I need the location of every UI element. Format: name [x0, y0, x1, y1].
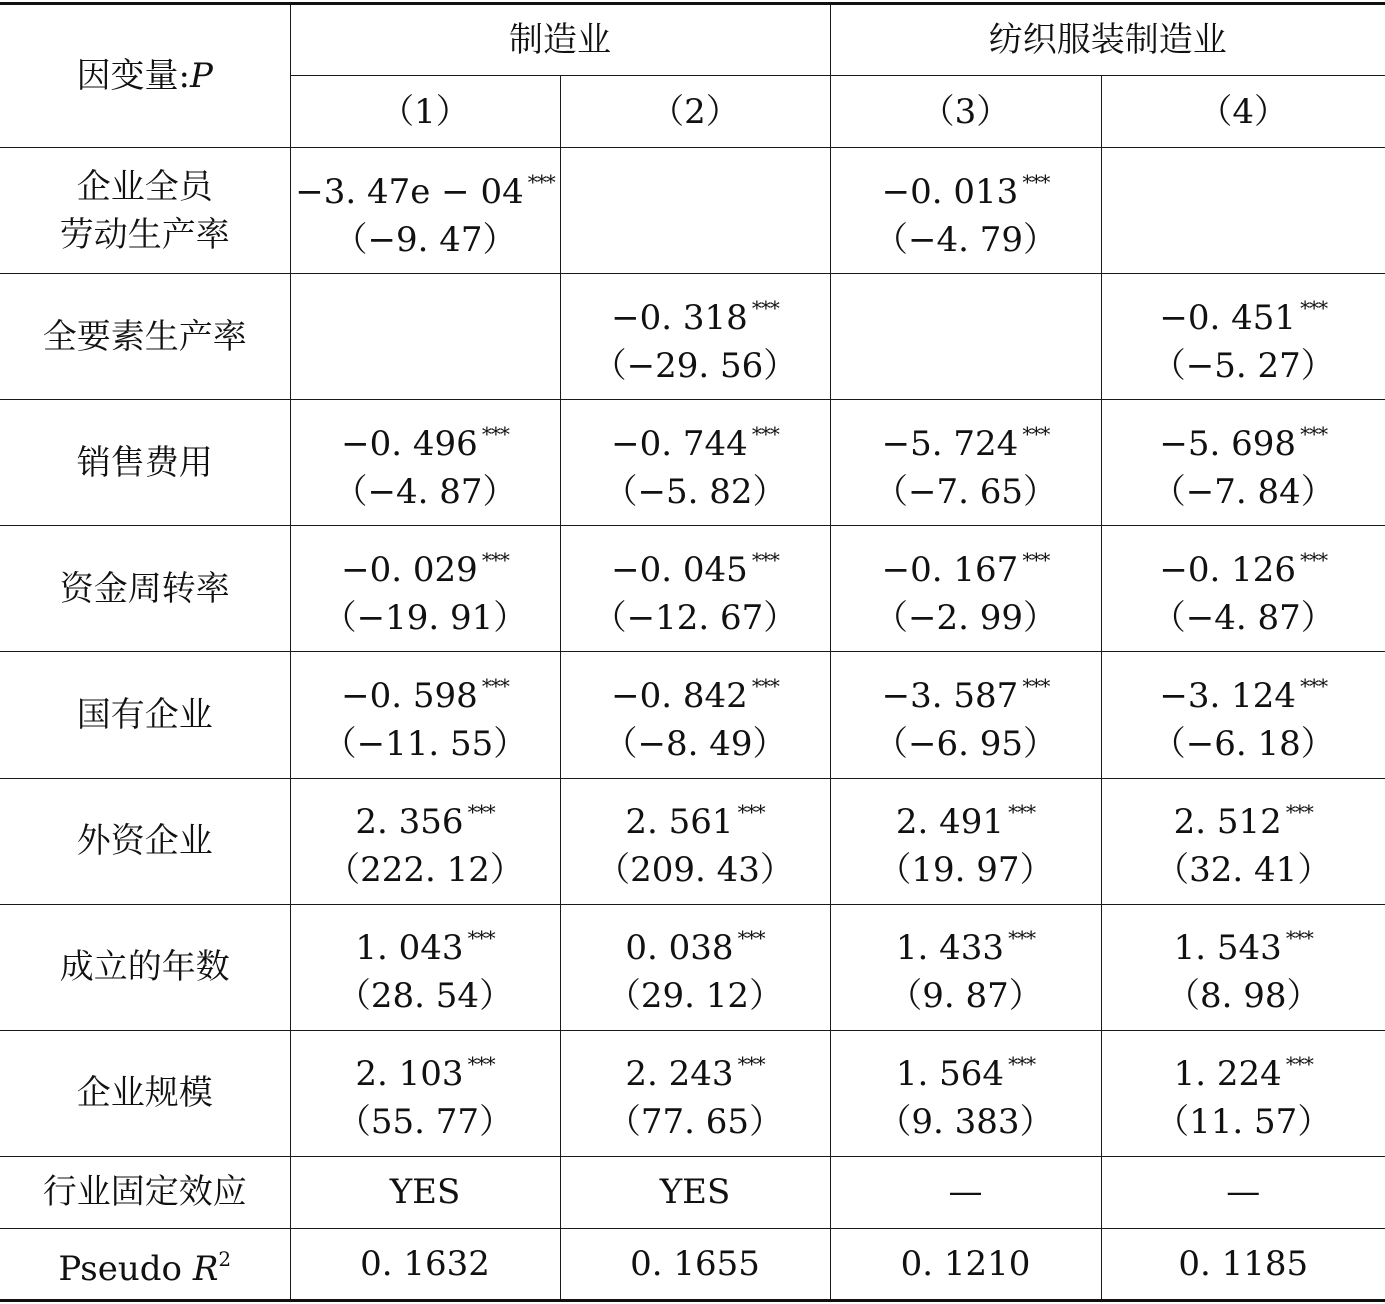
coefficient-cell [290, 652, 560, 778]
significance-stars: *** [1285, 800, 1313, 825]
coefficient-cell [830, 400, 1101, 526]
pseudo-r2-label-symbol: R [192, 1248, 219, 1289]
coefficient-cell [560, 652, 830, 778]
row-label-line: 企业全员 [76, 166, 213, 207]
t-statistic: （29. 12） [606, 976, 784, 1017]
column-header-4: （4） [1101, 76, 1385, 148]
coefficient-line [1102, 914, 1385, 972]
coefficient-cell [560, 1030, 830, 1156]
coefficient-cell [830, 526, 1101, 652]
significance-stars: *** [751, 295, 779, 320]
coefficient-cell [560, 904, 830, 1030]
coefficient-cell [830, 274, 1101, 400]
coefficient-value: −0. 598 [341, 675, 478, 716]
coefficient-cell [830, 148, 1101, 274]
coefficient-value: −5. 698 [1159, 423, 1297, 464]
coefficient-cell [290, 274, 560, 400]
t-statistic: （19. 97） [877, 850, 1054, 891]
table-row [0, 904, 1385, 1030]
t-statistic: （−29. 56） [592, 345, 798, 386]
header-row-groups [0, 4, 1385, 76]
table-row [0, 274, 1385, 400]
coefficient-cell [830, 778, 1101, 904]
significance-stars: *** [1300, 547, 1328, 572]
table-row [0, 778, 1385, 904]
t-statistic: （8. 98） [1165, 976, 1321, 1017]
group-header-manufacturing: 制造业 [290, 4, 830, 76]
t-statistic: （55. 77） [336, 1102, 514, 1143]
coefficient-cell [1101, 778, 1385, 904]
coefficient-cell [560, 526, 830, 652]
row-label [0, 526, 290, 652]
coefficient-line [1102, 284, 1385, 342]
coefficient-line [561, 410, 830, 468]
coefficient-cell [290, 400, 560, 526]
table-row [0, 1030, 1385, 1156]
group-header-textile: 纺织服装制造业 [830, 4, 1385, 76]
coefficient-value: 2. 243 [625, 1054, 734, 1095]
coefficient-value: −0. 045 [611, 549, 748, 590]
significance-stars: *** [527, 169, 555, 194]
row-label-line: 成立的年数 [59, 947, 230, 988]
significance-stars: *** [1285, 1052, 1313, 1077]
t-statistic: （9. 87） [888, 976, 1043, 1017]
significance-stars: *** [1008, 1052, 1036, 1077]
coefficient-value: −0. 318 [611, 297, 748, 338]
coefficient-value: −0. 842 [611, 675, 748, 716]
t-statistic: （−5. 27） [1151, 345, 1335, 386]
table-header [0, 4, 1385, 148]
coefficient-cell [560, 400, 830, 526]
pseudo-r2-value: 0. 1185 [1101, 1228, 1385, 1300]
row-label-line: 销售费用 [76, 442, 213, 483]
coefficient-cell [290, 904, 560, 1030]
t-statistic: （−4. 79） [874, 219, 1057, 260]
coefficient-value: −0. 029 [341, 549, 478, 590]
coefficient-line [831, 788, 1101, 846]
significance-stars: *** [467, 1052, 495, 1077]
t-statistic: （77. 65） [606, 1102, 784, 1143]
coefficient-line [561, 662, 830, 720]
coefficient-line [291, 1040, 560, 1098]
pseudo-r2-label-exponent: 2 [218, 1246, 232, 1271]
t-statistic: （9. 383） [877, 1102, 1054, 1143]
coefficient-value: −3. 587 [881, 675, 1019, 716]
coefficient-line [561, 536, 830, 594]
fixed-effects-value: — [1101, 1156, 1385, 1228]
t-statistic: （−12. 67） [592, 597, 798, 638]
coefficient-line [1102, 662, 1385, 720]
coefficient-line [831, 410, 1101, 468]
coefficient-value: −3. 47e − 04 [295, 171, 524, 212]
t-statistic: （32. 41） [1155, 850, 1332, 891]
t-statistic: （−6. 18） [1151, 723, 1335, 764]
coefficient-value: 1. 564 [895, 1054, 1005, 1095]
coefficient-cell [560, 778, 830, 904]
coefficient-line [1102, 410, 1385, 468]
coefficient-value: −0. 496 [341, 423, 478, 464]
coefficient-cell [1101, 400, 1385, 526]
pseudo-r2-label [0, 1228, 290, 1300]
table-row [0, 148, 1385, 274]
coefficient-value: 2. 356 [355, 802, 464, 843]
coefficient-value: 1. 433 [895, 928, 1005, 969]
fixed-effects-row [0, 1156, 1385, 1228]
coefficient-value: 2. 103 [355, 1054, 464, 1095]
row-label-line: 外资企业 [76, 821, 213, 862]
significance-stars: *** [1008, 800, 1036, 825]
row-label-line: 全要素生产率 [42, 316, 247, 357]
coefficient-line [561, 284, 830, 342]
significance-stars: *** [751, 547, 779, 572]
t-statistic: （28. 54） [336, 976, 514, 1017]
coefficient-value: −0. 013 [881, 171, 1019, 212]
table-row [0, 652, 1385, 778]
coefficient-cell [1101, 148, 1385, 274]
fixed-effects-value: YES [290, 1156, 560, 1228]
coefficient-line [291, 788, 560, 846]
coefficient-cell [830, 904, 1101, 1030]
coefficient-cell [1101, 526, 1385, 652]
t-statistic: （−7. 84） [1151, 471, 1335, 512]
coefficient-cell [290, 526, 560, 652]
significance-stars: *** [481, 547, 509, 572]
table-row [0, 400, 1385, 526]
coefficient-value: 0. 038 [625, 928, 734, 969]
significance-stars: *** [1022, 673, 1050, 698]
significance-stars: *** [1008, 926, 1036, 951]
significance-stars: *** [737, 926, 765, 951]
column-header-1: （1） [290, 76, 560, 148]
dependent-variable-header [0, 4, 290, 148]
coefficient-cell [290, 1030, 560, 1156]
dependent-variable-symbol: P [190, 56, 213, 96]
t-statistic: （−8. 49） [603, 723, 787, 764]
coefficient-line [1102, 536, 1385, 594]
coefficient-cell [1101, 1030, 1385, 1156]
coefficient-cell [830, 652, 1101, 778]
t-statistic: （−2. 99） [874, 597, 1057, 638]
pseudo-r2-value: 0. 1632 [290, 1228, 560, 1300]
coefficient-value: 1. 224 [1173, 1054, 1282, 1095]
column-header-2: （2） [560, 76, 830, 148]
coefficient-line [561, 788, 830, 846]
significance-stars: *** [1300, 673, 1328, 698]
coefficient-cell [290, 778, 560, 904]
row-label [0, 1030, 290, 1156]
coefficient-value: −0. 744 [611, 423, 748, 464]
coefficient-line [831, 536, 1101, 594]
coefficient-line [561, 1040, 830, 1098]
table-body [0, 148, 1385, 1301]
significance-stars: *** [1300, 421, 1328, 446]
row-label-line: 资金周转率 [59, 568, 230, 609]
pseudo-r2-row [0, 1228, 1385, 1300]
significance-stars: *** [1022, 169, 1050, 194]
coefficient-value: 2. 512 [1173, 802, 1282, 843]
significance-stars: *** [481, 421, 509, 446]
coefficient-value: 1. 543 [1173, 928, 1282, 969]
coefficient-cell [830, 1030, 1101, 1156]
significance-stars: *** [467, 926, 495, 951]
coefficient-value: 2. 491 [895, 802, 1005, 843]
fixed-effects-value: YES [560, 1156, 830, 1228]
coefficient-cell [1101, 652, 1385, 778]
t-statistic: （−9. 47） [333, 219, 517, 260]
coefficient-cell [1101, 274, 1385, 400]
significance-stars: *** [1285, 926, 1313, 951]
t-statistic: （−5. 82） [603, 471, 787, 512]
coefficient-value: 2. 561 [625, 802, 734, 843]
coefficient-line [291, 914, 560, 972]
coefficient-value: −0. 167 [881, 549, 1019, 590]
pseudo-r2-label-prefix: Pseudo [58, 1248, 193, 1289]
coefficient-value: −3. 124 [1159, 675, 1297, 716]
significance-stars: *** [737, 800, 765, 825]
dependent-variable-label: 因变量: [76, 56, 191, 96]
t-statistic: （209. 43） [596, 850, 794, 891]
coefficient-line [291, 410, 560, 468]
coefficient-cell [1101, 904, 1385, 1030]
row-label [0, 148, 290, 274]
t-statistic: （−4. 87） [333, 471, 517, 512]
coefficient-line [831, 914, 1101, 972]
coefficient-line [831, 158, 1101, 216]
row-label [0, 904, 290, 1030]
significance-stars: *** [737, 1052, 765, 1077]
coefficient-line [831, 1040, 1101, 1098]
coefficient-line [291, 158, 560, 216]
t-statistic: （−7. 65） [874, 471, 1057, 512]
fixed-effects-label: 行业固定效应 [0, 1156, 290, 1228]
table-row [0, 526, 1385, 652]
coefficient-value: 1. 043 [355, 928, 464, 969]
regression-table [0, 2, 1385, 1302]
t-statistic: （−11. 55） [322, 723, 528, 764]
coefficient-value: −0. 126 [1159, 549, 1297, 590]
row-label [0, 400, 290, 526]
row-label-line: 国有企业 [76, 694, 213, 735]
coefficient-line [1102, 788, 1385, 846]
coefficient-cell [560, 274, 830, 400]
coefficient-value: −5. 724 [881, 423, 1019, 464]
t-statistic: （−4. 87） [1151, 597, 1335, 638]
coefficient-line [561, 914, 830, 972]
t-statistic: （−6. 95） [874, 723, 1057, 764]
significance-stars: *** [1022, 547, 1050, 572]
coefficient-value: −0. 451 [1159, 297, 1297, 338]
significance-stars: *** [481, 673, 509, 698]
significance-stars: *** [1300, 295, 1328, 320]
coefficient-line [291, 662, 560, 720]
pseudo-r2-value: 0. 1210 [830, 1228, 1101, 1300]
t-statistic: （11. 57） [1155, 1102, 1332, 1143]
t-statistic: （222. 12） [326, 850, 524, 891]
significance-stars: *** [1022, 421, 1050, 446]
significance-stars: *** [751, 673, 779, 698]
row-label-line: 企业规模 [76, 1073, 213, 1114]
coefficient-cell [290, 148, 560, 274]
coefficient-line [1102, 1040, 1385, 1098]
row-label [0, 652, 290, 778]
coefficient-line [831, 662, 1101, 720]
pseudo-r2-value: 0. 1655 [560, 1228, 830, 1300]
column-header-3: （3） [830, 76, 1101, 148]
fixed-effects-value: — [830, 1156, 1101, 1228]
row-label [0, 274, 290, 400]
coefficient-cell [560, 148, 830, 274]
coefficient-line [291, 536, 560, 594]
t-statistic: （−19. 91） [322, 597, 528, 638]
row-label [0, 778, 290, 904]
row-label-line: 劳动生产率 [59, 214, 230, 255]
significance-stars: *** [467, 800, 495, 825]
significance-stars: *** [751, 421, 779, 446]
